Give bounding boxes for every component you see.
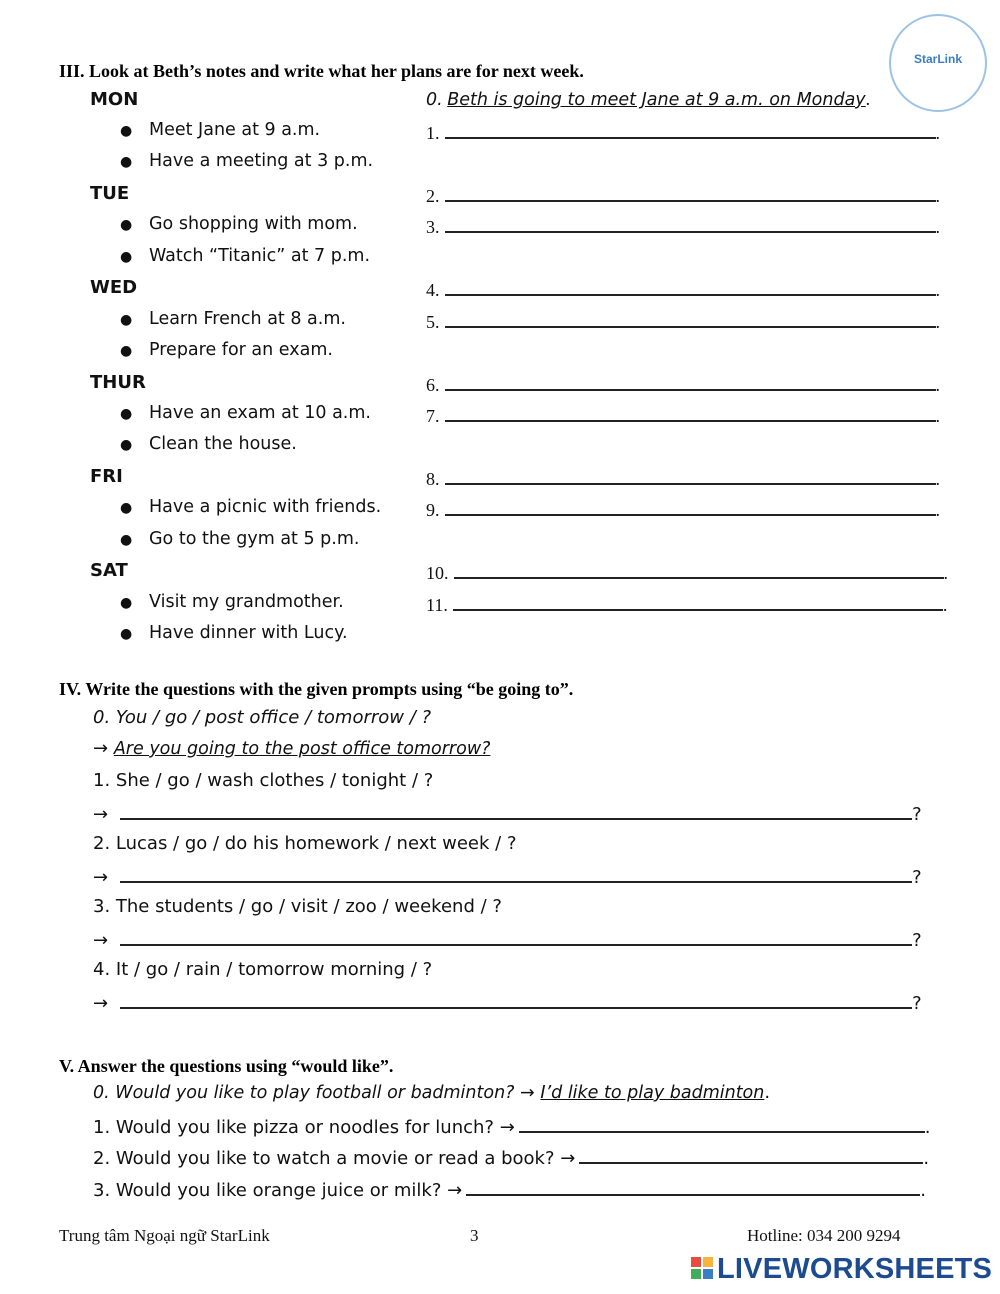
note-item: ● Have an exam at 10 a.m.: [120, 403, 371, 423]
day-label-mon: MON: [90, 89, 139, 110]
day-label-thur: THUR: [90, 372, 146, 393]
day-label-sat: SAT: [90, 560, 128, 581]
question-answer-line-4[interactable]: → ?: [93, 990, 922, 1014]
liveworksheets-text: LIVEWORKSHEETS: [717, 1253, 993, 1285]
note-item: ● Watch “Titanic” at 7 p.m.: [120, 246, 371, 266]
answer-line-10[interactable]: 10. .: [426, 560, 948, 584]
answer-line-9[interactable]: 9. .: [426, 497, 940, 521]
section-3-heading: III. Look at Beth’s notes and write what her plans are for next week.: [59, 61, 584, 81]
example-would-like: 0. Would you like to play football or badminton? → I’d like to play badminton.: [93, 1082, 771, 1103]
day-label-wed: WED: [90, 277, 138, 298]
liveworksheets-blocks-icon: [691, 1257, 713, 1279]
example-prompt: 0. You / go / post office / tomorrow / ?: [93, 707, 432, 728]
answer-line-5[interactable]: 5. .: [426, 309, 940, 333]
section-5-heading: V. Answer the questions using “would like”.: [59, 1056, 394, 1076]
answer-line-6[interactable]: 6. .: [426, 372, 940, 396]
starlink-logo: [889, 14, 987, 112]
question-answer-line-2[interactable]: → ?: [93, 864, 922, 888]
prompt-1: 1. She / go / wash clothes / tonight / ?: [93, 770, 434, 791]
note-item: ● Have a picnic with friends.: [120, 497, 382, 517]
note-item: ● Meet Jane at 9 a.m.: [120, 120, 321, 140]
note-item: ● Go to the gym at 5 p.m.: [120, 529, 360, 549]
day-label-tue: TUE: [90, 183, 130, 204]
note-item: ● Have dinner with Lucy.: [120, 623, 348, 643]
answer-line-2[interactable]: 2. .: [426, 183, 940, 207]
prompt-4: 4. It / go / rain / tomorrow morning / ?: [93, 959, 433, 980]
note-item: ● Prepare for an exam.: [120, 340, 333, 360]
answer-line-4[interactable]: 4. .: [426, 277, 940, 301]
day-label-fri: FRI: [90, 466, 123, 487]
answer-line-8[interactable]: 8. .: [426, 466, 940, 490]
example-answer-line: 0. Beth is going to meet Jane at 9 a.m. on Monday.: [426, 89, 871, 110]
example-answer-row: → Are you going to the post office tomorrow?: [93, 738, 491, 759]
answer-line-1[interactable]: 1. .: [426, 120, 940, 144]
footer-hotline: Hotline: 034 200 9294: [747, 1226, 901, 1245]
logo-text: StarLink: [913, 52, 962, 66]
would-like-question-1[interactable]: 1. Would you like pizza or noodles for lunch? → .: [93, 1114, 931, 1138]
answer-line-3[interactable]: 3. .: [426, 214, 940, 238]
example-would-like-answer: I’d like to play badminton: [540, 1083, 765, 1103]
note-item: ● Visit my grandmother.: [120, 592, 344, 612]
note-item: ● Have a meeting at 3 p.m.: [120, 151, 374, 171]
note-item: ● Go shopping with mom.: [120, 214, 358, 234]
note-item: ● Learn French at 8 a.m.: [120, 309, 346, 329]
footer-page-number: 3: [470, 1226, 479, 1245]
answer-line-11[interactable]: 11. .: [426, 592, 947, 616]
note-item: ● Clean the house.: [120, 434, 297, 454]
would-like-question-3[interactable]: 3. Would you like orange juice or milk? → .: [93, 1177, 926, 1201]
answer-line-7[interactable]: 7. .: [426, 403, 940, 427]
section-4-heading: IV. Write the questions with the given prompts using “be going to”.: [59, 679, 574, 699]
prompt-2: 2. Lucas / go / do his homework / next week / ?: [93, 833, 517, 854]
question-answer-line-1[interactable]: → ?: [93, 801, 922, 825]
prompt-3: 3. The students / go / visit / zoo / weekend / ?: [93, 896, 502, 917]
example-question-answer: Are you going to the post office tomorrow?: [113, 739, 491, 759]
example-answer: Beth is going to meet Jane at 9 a.m. on Monday: [447, 90, 866, 110]
question-answer-line-3[interactable]: → ?: [93, 927, 922, 951]
would-like-question-2[interactable]: 2. Would you like to watch a movie or read a book? → .: [93, 1145, 929, 1169]
footer-center-name: Trung tâm Ngoại ngữ StarLink: [59, 1226, 270, 1245]
